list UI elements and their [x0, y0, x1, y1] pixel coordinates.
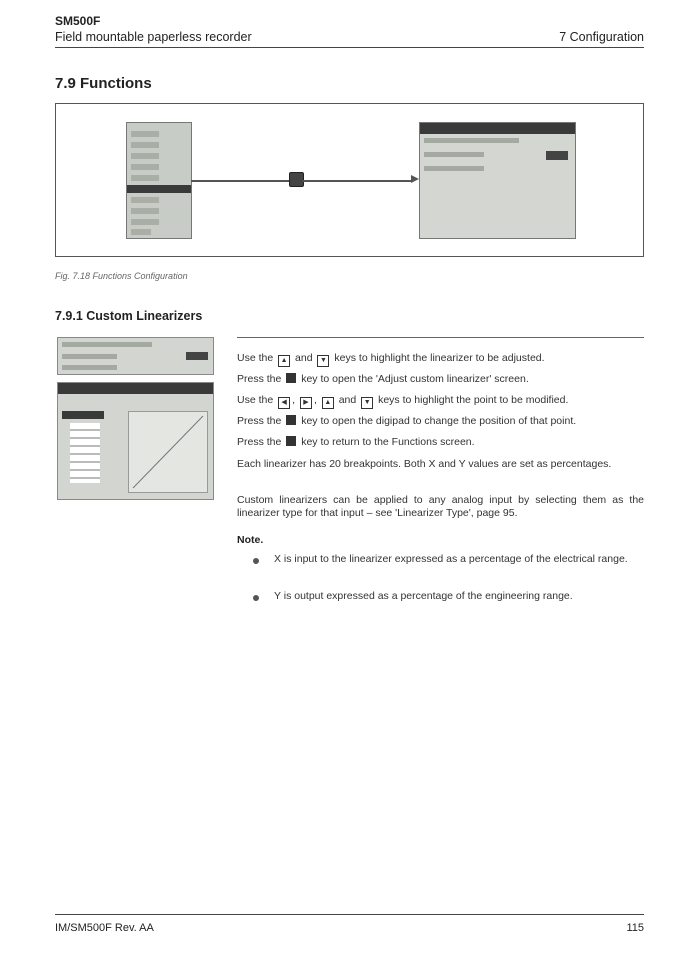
instruction-line	[237, 415, 644, 428]
down-key-icon: ▼	[361, 397, 373, 409]
menu-item	[131, 164, 159, 170]
menu-item	[131, 142, 159, 148]
functions-configuration-figure	[55, 103, 644, 257]
subsection-title: 7.9.1 Custom Linearizers	[55, 309, 203, 323]
instruction-text: key to return to the Functions screen.	[301, 436, 475, 448]
document-product-name: SM500F	[55, 14, 101, 28]
menu-item	[131, 229, 151, 235]
enter-key-icon	[286, 415, 296, 425]
arrow-line	[191, 180, 289, 182]
menu-item	[131, 197, 159, 203]
menu-item	[131, 208, 159, 214]
instruction-text: key to open the digipad to change the position of that point.	[301, 415, 577, 427]
instruction-text: Press the	[237, 415, 282, 427]
adjust-linearizer-screenshot	[57, 382, 214, 500]
instruction-line	[237, 373, 644, 386]
screen-row	[62, 342, 152, 347]
header-divider	[55, 47, 644, 48]
linearizer-graph	[128, 411, 208, 493]
screen-row	[424, 152, 484, 157]
menu-item	[131, 175, 159, 181]
screen-row	[424, 166, 484, 171]
paragraph-linearizer-usage: Custom linearizers can be applied to any analog input by selecting them as the linearizer type for that input – see 'Linearizer Type', page 95.	[237, 494, 644, 519]
functions-screen-screenshot	[419, 122, 576, 239]
chapter-title: 7 Configuration	[559, 30, 644, 44]
menu-item	[131, 153, 159, 159]
instruction-text: Use the	[237, 394, 274, 406]
figure-caption: Fig. 7.18 Functions Configuration	[55, 271, 188, 281]
instruction-text: Press the	[237, 436, 282, 448]
screen-row	[62, 354, 117, 359]
subsection-divider	[237, 337, 644, 338]
instruction-text: Use the	[237, 352, 274, 364]
instruction-line: Use the ◀ , ▶ , ▲ and ▼ keys to highlight the point to be modified.	[237, 394, 644, 409]
up-key-icon: ▲	[278, 355, 290, 367]
up-key-icon: ▲	[322, 397, 334, 409]
note-bullet-x: X is input to the linearizer expressed as a percentage of the electrical range.	[274, 553, 628, 565]
paragraph-breakpoints: Each linearizer has 20 breakpoints. Both X and Y values are set as percentages.	[237, 458, 612, 470]
menu-item	[131, 219, 159, 225]
note-label: Note.	[237, 534, 264, 546]
instruction-text: Press the	[237, 373, 282, 385]
enter-key-icon	[286, 373, 296, 383]
linearizer-curve	[129, 412, 207, 492]
document-subtitle: Field mountable paperless recorder	[55, 30, 252, 44]
back-key-icon	[286, 436, 296, 446]
note-bullet-y: Y is output expressed as a percentage of the engineering range.	[274, 590, 573, 602]
screen-value-badge	[186, 352, 208, 360]
instruction-text: key to open the 'Adjust custom linearizer' screen.	[301, 373, 529, 385]
bullet-icon	[253, 558, 259, 564]
screen-row	[424, 138, 519, 143]
instruction-line	[237, 352, 644, 367]
right-key-icon: ▶	[300, 397, 312, 409]
enter-key-icon	[289, 172, 304, 187]
instruction-line	[237, 436, 644, 449]
screen-value-badge	[546, 151, 568, 160]
arrow-line	[303, 180, 411, 182]
page-number: 115	[626, 922, 644, 934]
menu-item	[131, 131, 159, 137]
screen-title-bar	[58, 383, 213, 394]
footer-divider	[55, 914, 644, 915]
instruction-text: and	[295, 352, 313, 364]
bullet-icon	[253, 595, 259, 601]
document-reference: IM/SM500F Rev. AA	[55, 922, 154, 934]
instruction-text: keys to highlight the point to be modified.	[378, 394, 569, 406]
section-title: 7.9 Functions	[55, 75, 152, 92]
arrow-head-icon	[411, 175, 419, 183]
instruction-text: keys to highlight the linearizer to be adjusted.	[334, 352, 545, 364]
menu-item-selected	[127, 185, 191, 193]
instruction-text: and	[338, 394, 357, 406]
screen-title-bar	[420, 123, 575, 134]
screen-row	[62, 365, 117, 370]
selected-breakpoint-row	[62, 411, 104, 419]
main-menu-screenshot	[126, 122, 192, 239]
breakpoint-table	[70, 423, 100, 483]
down-key-icon: ▼	[317, 355, 329, 367]
linearizer-list-screenshot	[57, 337, 214, 375]
left-key-icon: ◀	[278, 397, 290, 409]
